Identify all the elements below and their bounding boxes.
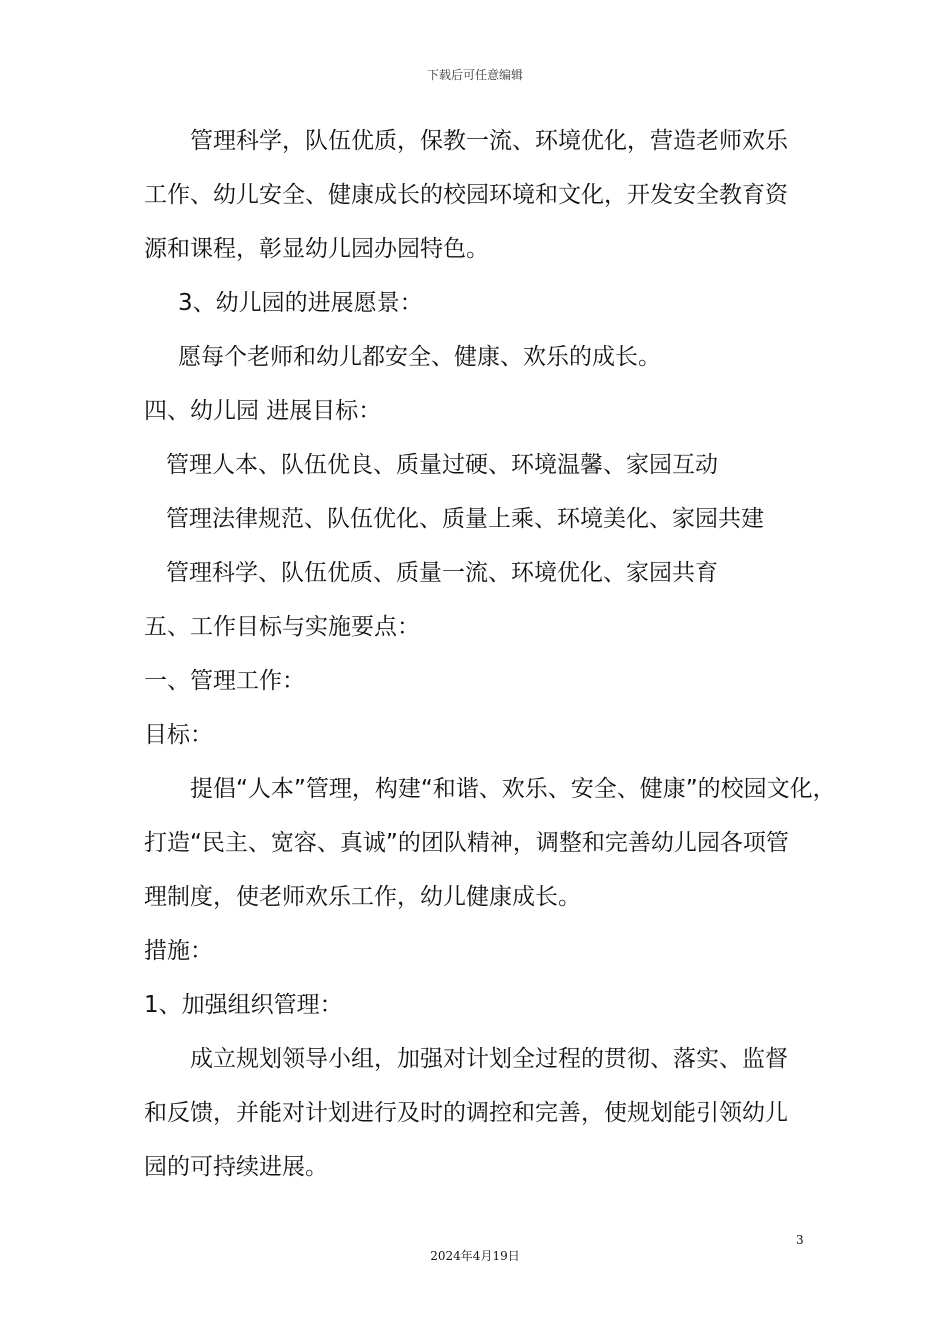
paragraph-line: 工作、幼儿安全、健康成长的校园环境和文化，开发安全教育资 [144,182,788,208]
paragraph-line: 愿每个老师和幼儿都安全、健康、欢乐的成长。 [178,344,661,370]
paragraph-line: 管理法律规范、队伍优化、质量上乘、环境美化、家园共建 [166,506,764,532]
paragraph-line: 管理科学，队伍优质，保教一流、环境优化，营造老师欢乐 [190,128,788,154]
paragraph-line: 管理科学、队伍优质、质量一流、环境优化、家园共育 [166,560,718,586]
section-heading: 五、工作目标与实施要点： [144,614,420,640]
paragraph-line: 打造“民主、宽容、真诚”的团队精神，调整和完善幼儿园各项管 [144,830,789,856]
paragraph-line: 源和课程，彰显幼儿园办园特色。 [144,236,489,262]
section-heading: 四、幼儿园 进展目标： [144,398,382,424]
subheading: 1、加强组织管理： [144,992,343,1018]
page-number: 3 [796,1233,804,1247]
paragraph-line: 理制度，使老师欢乐工作，幼儿健康成长。 [144,884,581,910]
page-footer-date: 2024年4月19日 [430,1249,520,1263]
paragraph-line: 3、幼儿园的进展愿景： [178,290,423,316]
subheading: 目标： [144,722,213,748]
paragraph-line: 成立规划领导小组，加强对计划全过程的贯彻、落实、监督 [190,1046,788,1072]
section-heading: 一、管理工作： [144,668,305,694]
paragraph-line: 管理人本、队伍优良、质量过硬、环境温馨、家园互动 [166,452,718,478]
paragraph-line: 提倡“人本”管理，构建“和谐、欢乐、安全、健康”的校园文化， [190,776,836,802]
subheading: 措施： [144,938,213,964]
page-header: 下载后可任意编辑 [426,68,523,82]
paragraph-line: 园的可持续进展。 [144,1154,328,1180]
paragraph-line: 和反馈，并能对计划进行及时的调控和完善，使规划能引领幼儿 [144,1100,788,1126]
document-body [144,118,836,1198]
